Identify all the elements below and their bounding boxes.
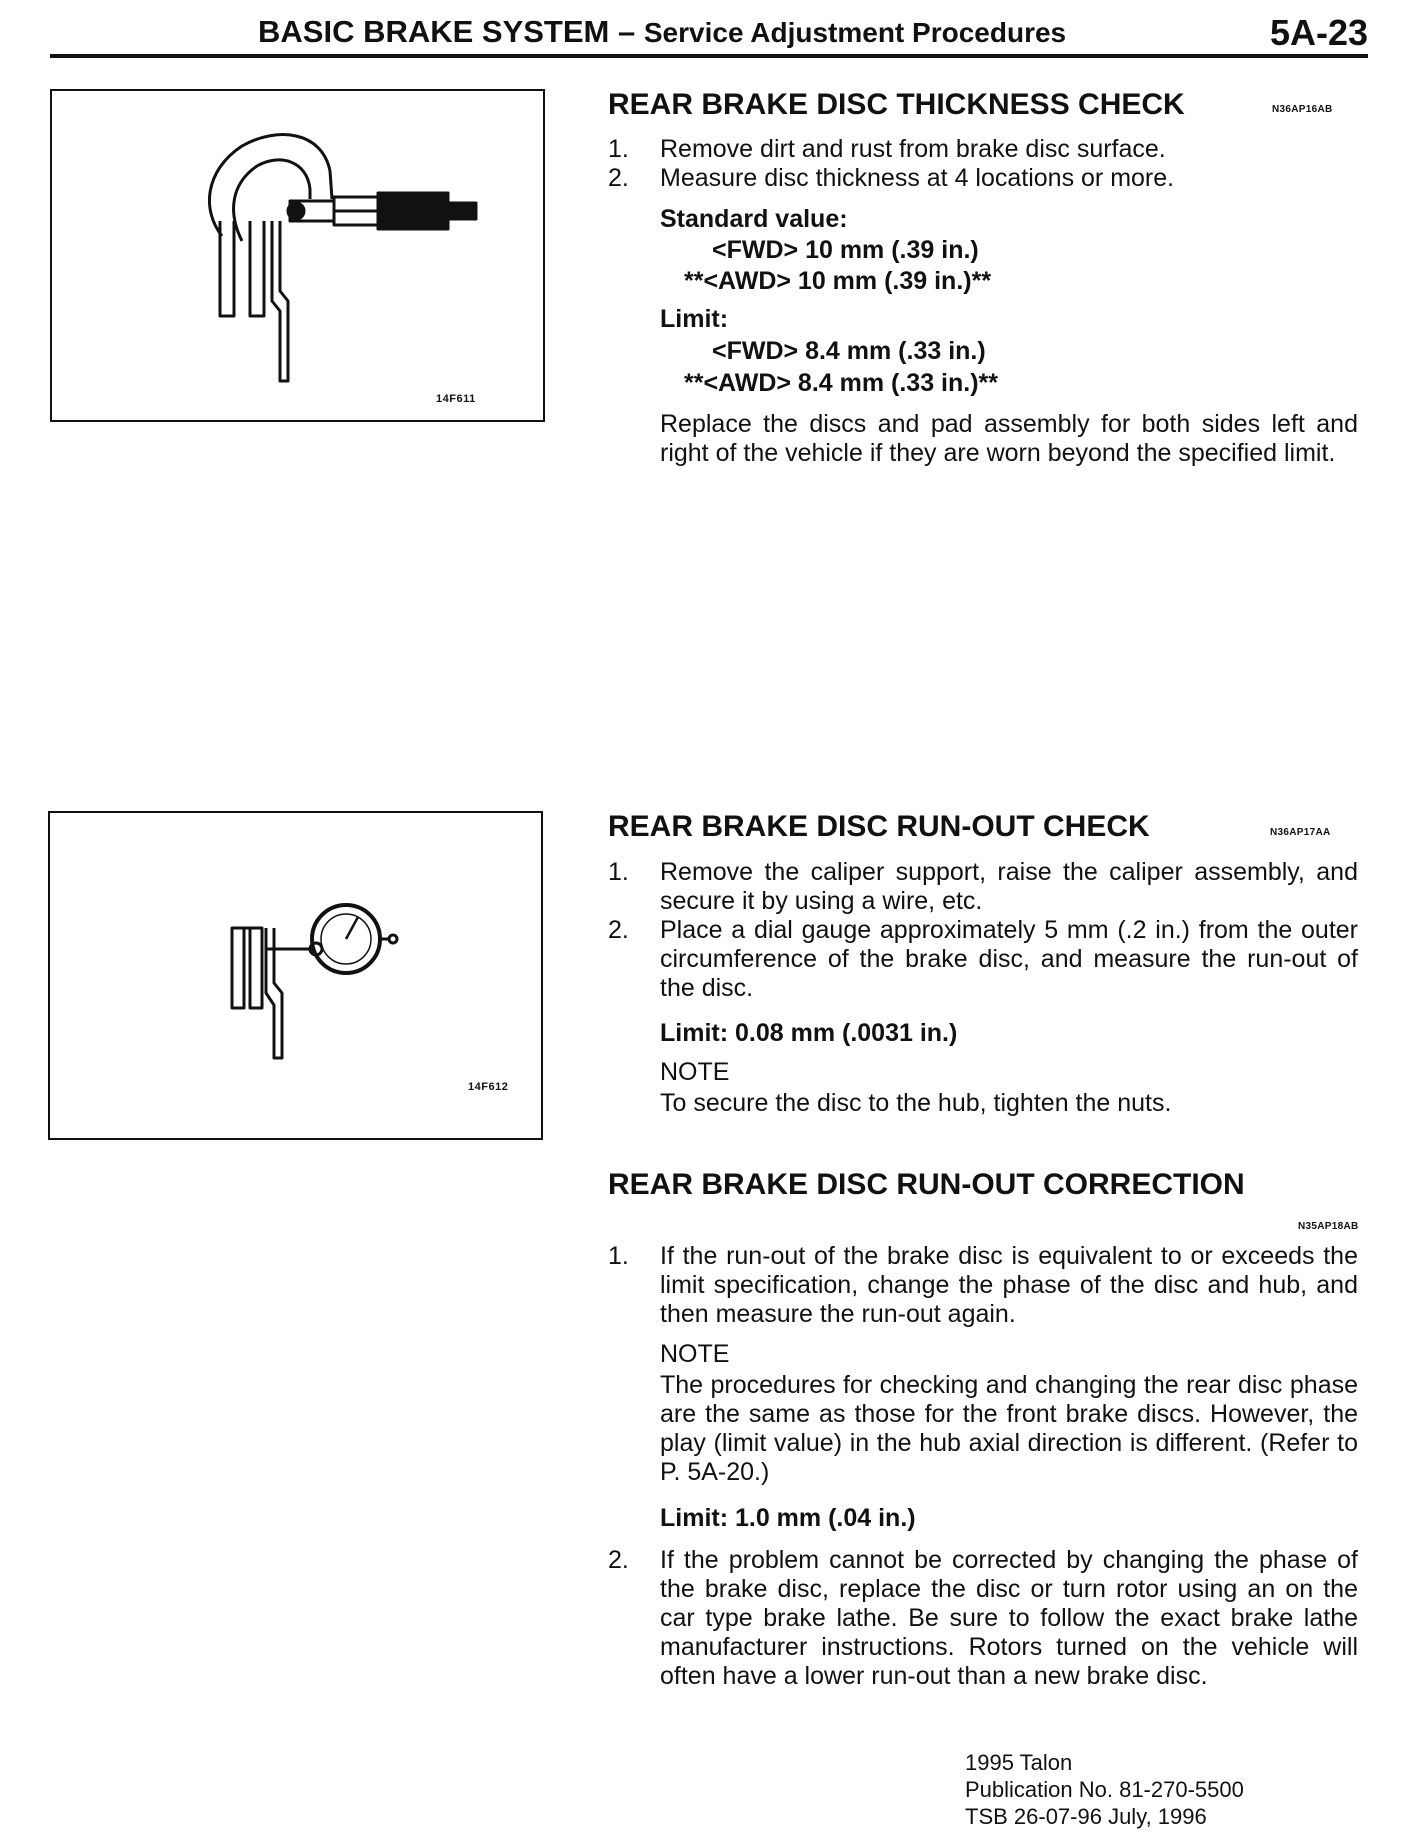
micrometer-icon: [52, 91, 543, 420]
micrometer-figure: [50, 89, 545, 422]
header-title-main: BASIC BRAKE SYSTEM: [258, 14, 610, 49]
page-number: 5A-23: [1269, 12, 1368, 53]
limit-fwd: <FWD> 8.4 mm (.33 in.): [712, 337, 986, 365]
runout-correction-title: REAR BRAKE DISC RUN-OUT CORRECTION: [608, 1168, 1245, 1201]
header-title: [258, 14, 1066, 50]
step-text: If the problem cannot be corrected by changing the phase of the brake disc, replace the disc or turn rotor using an on the car type brake lathe. Be sure to follow the exact brake lathe manufacturer instructions. Rotors turned on the vehicle will often have a lower run-out than a new brake disc.: [660, 1546, 1358, 1690]
step-number: 2.: [608, 1546, 629, 1574]
figure-label: 14F612: [468, 1081, 509, 1093]
footer-model: 1995 Talon: [965, 1750, 1073, 1775]
runout-check-title: REAR BRAKE DISC RUN-OUT CHECK: [608, 810, 1150, 843]
list-item: [608, 164, 1358, 193]
list-item: [608, 1546, 1358, 1691]
runout-check-code: N36AP17AA: [1270, 827, 1331, 838]
list-item: [608, 916, 1358, 1003]
step-number: 2.: [608, 164, 629, 192]
runout-limit: Limit: 0.08 mm (.0031 in.): [660, 1019, 958, 1047]
step-text: If the run-out of the brake disc is equivalent to or exceeds the limit specification, change the phase of the disc and hub, and then measure the run-out again.: [660, 1242, 1358, 1328]
list-item: [608, 135, 1358, 164]
thickness-check-title: REAR BRAKE DISC THICKNESS CHECK: [608, 88, 1185, 121]
runout-note-text: To secure the disc to the hub, tighten the nuts.: [660, 1089, 1172, 1117]
footer-publication: Publication No. 81-270-5500: [965, 1777, 1244, 1802]
dial-gauge-figure: [48, 811, 543, 1140]
footer-tsb: TSB 26-07-96 July, 1996: [965, 1804, 1207, 1829]
header-title-sub: Service Adjustment Procedures: [643, 17, 1067, 48]
runout-correction-code: N35AP18AB: [1298, 1221, 1359, 1232]
standard-value-awd: **<AWD> 10 mm (.39 in.)**: [684, 267, 992, 295]
publication-footer: [965, 1749, 1244, 1830]
step-text: Remove the caliper support, raise the caliper assembly, and secure it by using a wire, etc.: [660, 858, 1358, 915]
correction-note-text: The procedures for checking and changing the rear disc phase are the same as those for the front brake discs. However, the play (limit value) in the hub axial direction is different. (Refer to P. 5A-20.): [660, 1371, 1358, 1486]
correction-limit: Limit: 1.0 mm (.04 in.): [660, 1504, 916, 1532]
figure-label: 14F611: [436, 393, 476, 405]
standard-value-label: Standard value:: [660, 205, 848, 233]
list-item: [608, 858, 1358, 916]
step-number: 2.: [608, 916, 629, 944]
limit-label: Limit:: [660, 305, 729, 333]
limit-awd: **<AWD> 8.4 mm (.33 in.)**: [684, 369, 999, 397]
standard-value-fwd: <FWD> 10 mm (.39 in.): [712, 236, 979, 264]
step-number: 1.: [608, 858, 629, 886]
runout-correction-step-2: [608, 1546, 1358, 1691]
step-text: Measure disc thickness at 4 locations or more.: [660, 164, 1175, 192]
header-title-dash: –: [618, 14, 636, 49]
runout-check-steps: [608, 858, 1358, 1003]
runout-note-label: NOTE: [660, 1058, 730, 1086]
header-divider: [50, 54, 1368, 58]
step-text: Remove dirt and rust from brake disc surface.: [660, 135, 1166, 163]
runout-correction-step-1: [608, 1242, 1358, 1329]
correction-note-label: NOTE: [660, 1340, 730, 1368]
step-number: 1.: [608, 1242, 629, 1270]
step-number: 1.: [608, 135, 629, 163]
thickness-check-code: N36AP16AB: [1272, 104, 1333, 115]
list-item: [608, 1242, 1358, 1329]
thickness-check-steps: [608, 135, 1358, 193]
step-text: Place a dial gauge approximately 5 mm (.2 in.) from the outer circumference of the brake disc, and measure the run-out of the disc.: [660, 916, 1358, 1002]
replace-note: Replace the discs and pad assembly for both sides left and right of the vehicle if they are worn beyond the specified limit.: [660, 410, 1358, 467]
